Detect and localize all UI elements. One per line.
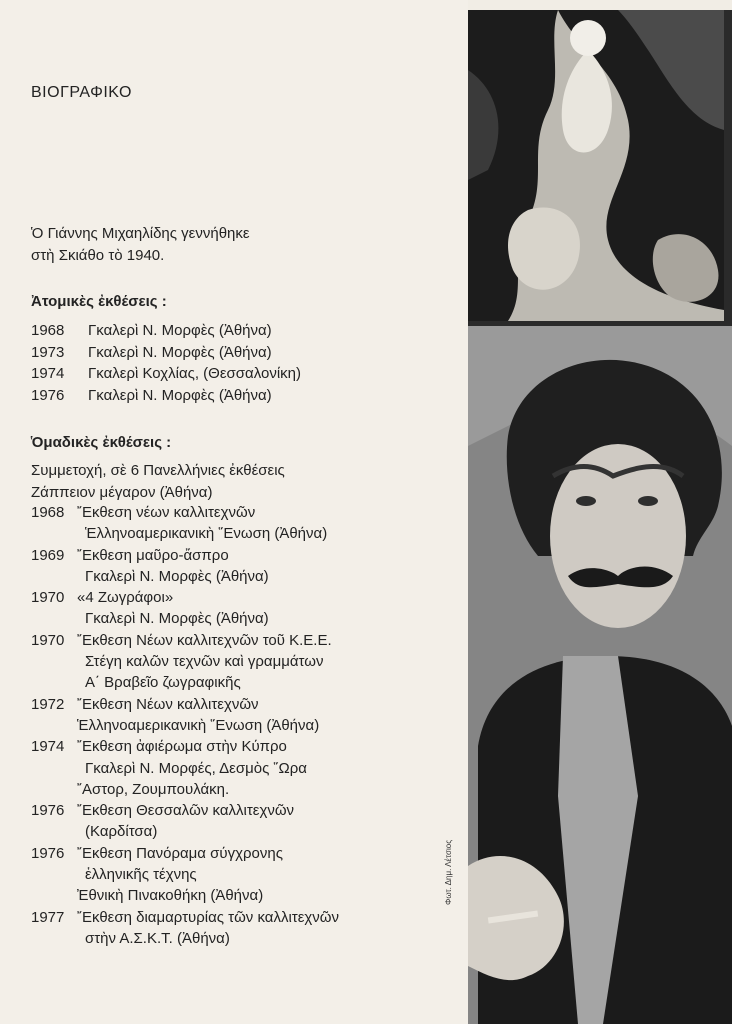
entry-line: ῎Εκθεση μαῦρο-ἄσπρο (77, 546, 229, 564)
intro-line: στὴ Σκιάθο τὸ 1940. (31, 247, 165, 264)
artist-portrait-photo (468, 326, 732, 1024)
entry-line: ἑλληνικῆς τέχνης (85, 866, 197, 884)
list-item (31, 342, 301, 364)
venue: Γκαλερὶ Κοχλίας, (Θεσσαλονίκη) (88, 365, 301, 382)
entry-line: Ἐθνικὴ Πινακοθήκη (Ἀθήνα) (77, 887, 264, 905)
intro-text (31, 223, 250, 267)
year: 1977 (31, 908, 65, 926)
list-item (31, 385, 301, 407)
year: 1968 (31, 504, 65, 521)
entry-line: Γκαλερὶ Ν. Μορφὲς (Ἀθήνα) (85, 567, 269, 585)
image-column (468, 10, 732, 1024)
entry-line: Ἑλληνοαμερικανικὴ ῞Ενωση (Ἀθήνα) (85, 525, 328, 543)
solo-exhibitions-title: Ἀτομικὲς ἐκθέσεις : (31, 293, 167, 310)
year: 1976 (31, 802, 65, 820)
group-intro-line: Συμμετοχή, σὲ 6 Πανελλήνιες ἐκθέσεις (31, 462, 285, 479)
list-item (31, 587, 339, 630)
group-exhibitions-title: Ὁμαδικὲς ἐκθέσεις : (31, 434, 172, 451)
painting-image (468, 10, 724, 321)
solo-exhibitions-list (31, 320, 301, 406)
entry-line: ῎Εκθεση Θεσσαλῶν καλλιτεχνῶν (77, 802, 295, 820)
list-item (31, 843, 339, 907)
list-item (31, 502, 339, 545)
year: 1973 (31, 343, 65, 361)
venue: Γκαλερὶ Ν. Μορφὲς (Ἀθήνα) (88, 343, 272, 361)
entry-line: ῎Αστορ, Ζουμπουλάκη. (77, 780, 230, 798)
entry-line: ῎Εκθεση νέων καλλιτεχνῶν (77, 504, 256, 521)
list-item (31, 363, 301, 385)
list-item (31, 694, 339, 737)
year: 1968 (31, 322, 65, 339)
entry-line: ῎Εκθεση Πανόραμα σύγχρονης (77, 844, 283, 862)
year: 1976 (31, 844, 65, 862)
list-item (31, 736, 339, 800)
list-item (31, 630, 339, 694)
year: 1972 (31, 695, 65, 713)
year: 1974 (31, 365, 65, 382)
year: 1976 (31, 386, 65, 404)
list-item (31, 320, 301, 342)
venue: Γκαλερὶ Ν. Μορφὲς (Ἀθήνα) (88, 322, 272, 339)
page-title: ΒΙΟΓΡΑΦΙΚΟ (31, 84, 132, 101)
entry-line: ῎Εκθεση Νέων καλλιτεχνῶν τοῦ Κ.Ε.Ε. (77, 631, 332, 649)
group-intro-line: Ζάππειον μέγαρον (Ἀθήνα) (31, 483, 213, 501)
entry-line: Α΄ Βραβεῖο ζωγραφικῆς (85, 674, 241, 692)
entry-line: «4 Ζωγράφοι» (77, 589, 174, 607)
group-intro (31, 460, 285, 503)
year: 1974 (31, 738, 65, 756)
photo-credit: Φωτ. Δημ. Λέτσιος (444, 839, 453, 905)
year: 1970 (31, 631, 65, 649)
entry-line: (Καρδίτσα) (85, 823, 158, 841)
year: 1969 (31, 546, 65, 564)
group-exhibitions-list (31, 502, 339, 949)
entry-line: στὴν Α.Σ.Κ.Τ. (Ἀθήνα) (85, 929, 230, 947)
entry-line: Στέγη καλῶν τεχνῶν καὶ γραμμάτων (85, 653, 324, 671)
entry-line: ῎Εκθεση διαμαρτυρίας τῶν καλλιτεχνῶν (77, 908, 339, 926)
list-item (31, 907, 339, 950)
intro-line: Ὁ Γιάννης Μιχαηλίδης γεννήθηκε (31, 225, 250, 242)
entry-line: Γκαλερὶ Ν. Μορφὲς (Ἀθήνα) (85, 610, 269, 628)
year: 1970 (31, 589, 65, 607)
entry-line: Ἑλληνοαμερικανικὴ ῞Ενωση (Ἀθήνα) (77, 716, 320, 734)
list-item (31, 545, 339, 588)
venue: Γκαλερὶ Ν. Μορφὲς (Ἀθήνα) (88, 386, 272, 404)
entry-line: ῎Εκθεση Νέων καλλιτεχνῶν (77, 695, 259, 713)
list-item (31, 800, 339, 843)
entry-line: Γκαλερὶ Ν. Μορφές, Δεσμὸς ῞Ωρα (85, 759, 307, 777)
entry-line: ῎Εκθεση ἀφιέρωμα στὴν Κύπρο (77, 738, 287, 756)
